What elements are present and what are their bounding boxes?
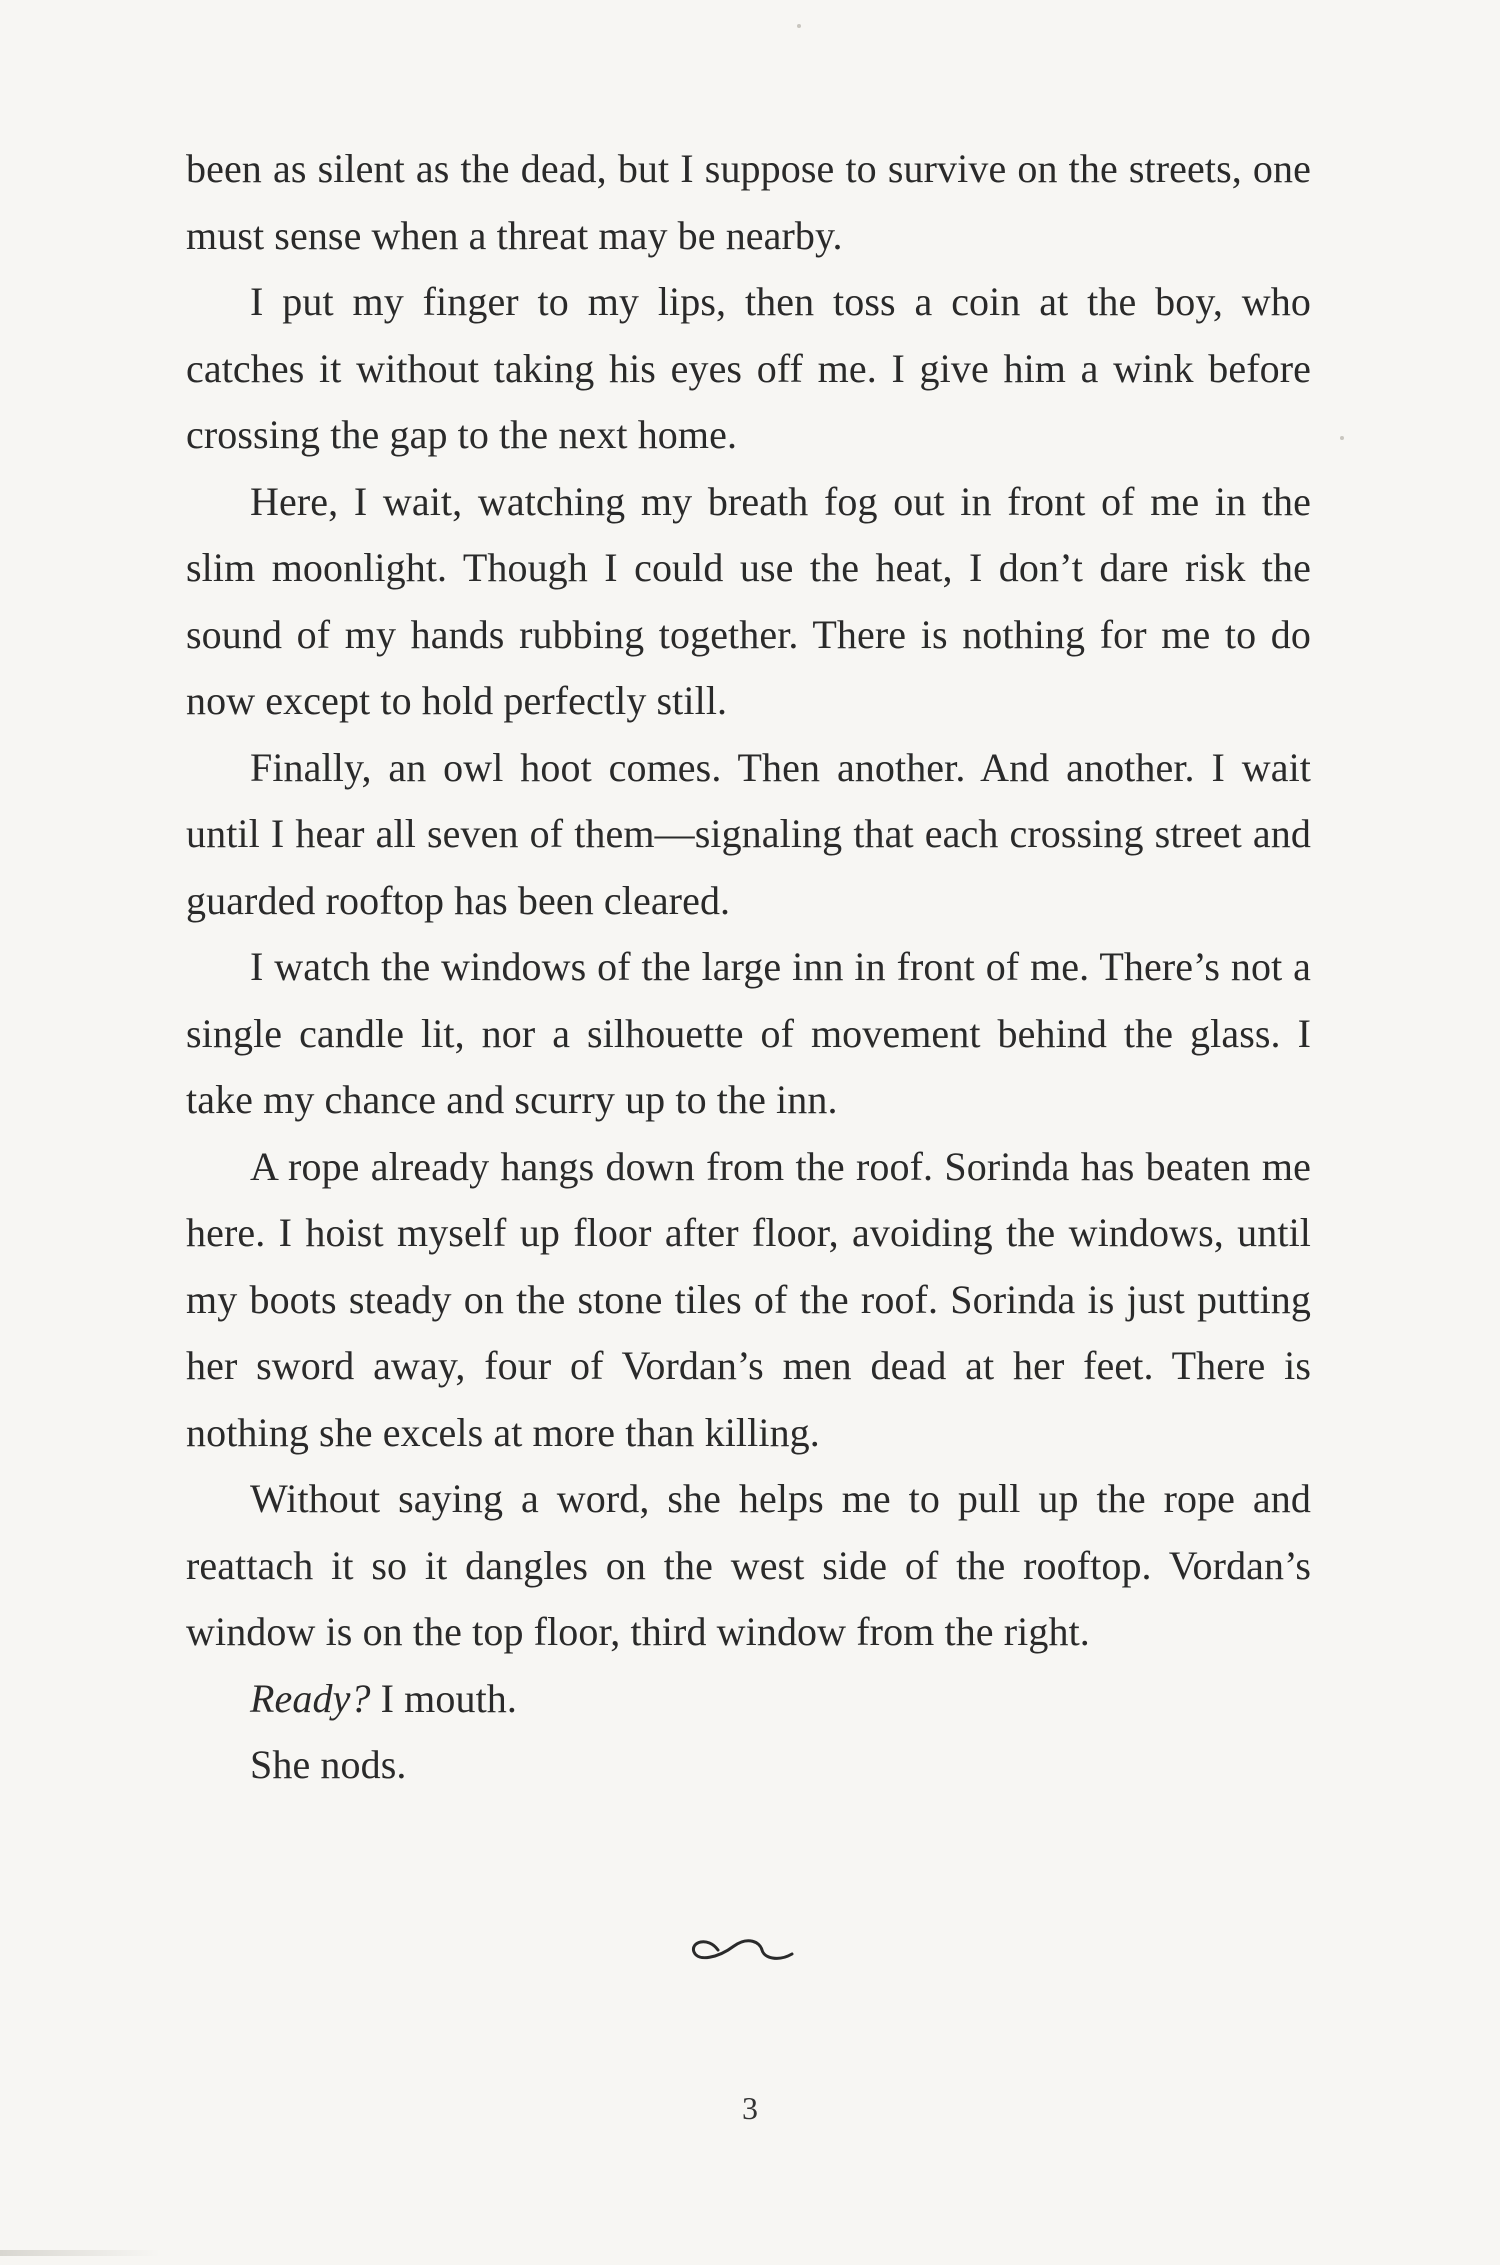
paper-speck <box>1340 436 1344 440</box>
dialogue-ready-rest: I mouth. <box>370 1675 517 1721</box>
section-break-ornament-icon <box>688 1928 808 1968</box>
dialogue-nods: She nods. <box>250 1742 407 1787</box>
body-text <box>186 136 1311 1799</box>
page-number: 3 <box>742 2090 758 2126</box>
page-edge-shadow <box>0 2250 160 2256</box>
paragraph-7: Without saying a word, she helps me to pull up the rope and reattach it so it dangles on the west side of the rooftop. Vordan’s window is on the top floor, third window from the right. <box>186 1476 1311 1654</box>
paragraph-5: I watch the windows of the large inn in front of me. There’s not a single candle lit, nor a silhouette of movement behind the glass. I take my chance and scurry up to the inn. <box>186 944 1311 1122</box>
dialogue-ready-italic: Ready? <box>250 1675 371 1721</box>
dialogue-ready <box>186 1666 1311 1733</box>
paragraph-6: A rope already hangs down from the roof. Sorinda has beaten me here. I hoist myself up floor after floor, avoiding the windows, until my boots steady on the stone tiles of the roof. Sorinda is just putting her sword away, four of Vordan’s men dead at her feet. There is nothing she excels at more than killing. <box>186 1143 1311 1455</box>
paragraph-2: I put my finger to my lips, then toss a coin at the boy, who catches it without taking his eyes off me. I give him a wink before crossing the gap to the next home. <box>186 279 1311 457</box>
paragraph-1: been as silent as the dead, but I suppose to survive on the streets, one must sense when a threat may be nearby. <box>186 146 1311 258</box>
paragraph-4: Finally, an owl hoot comes. Then another. And another. I wait until I hear all seven of them—signaling that each crossing street and guarded rooftop has been cleared. <box>186 744 1311 923</box>
paper-speck <box>797 24 801 28</box>
paragraph-3: Here, I wait, watching my breath fog out in front of me in the slim moonlight. Though I could use the heat, I don’t dare risk the sound of my hands rubbing together. There is nothing for me to do now except to hold perfectly still. <box>186 478 1311 723</box>
